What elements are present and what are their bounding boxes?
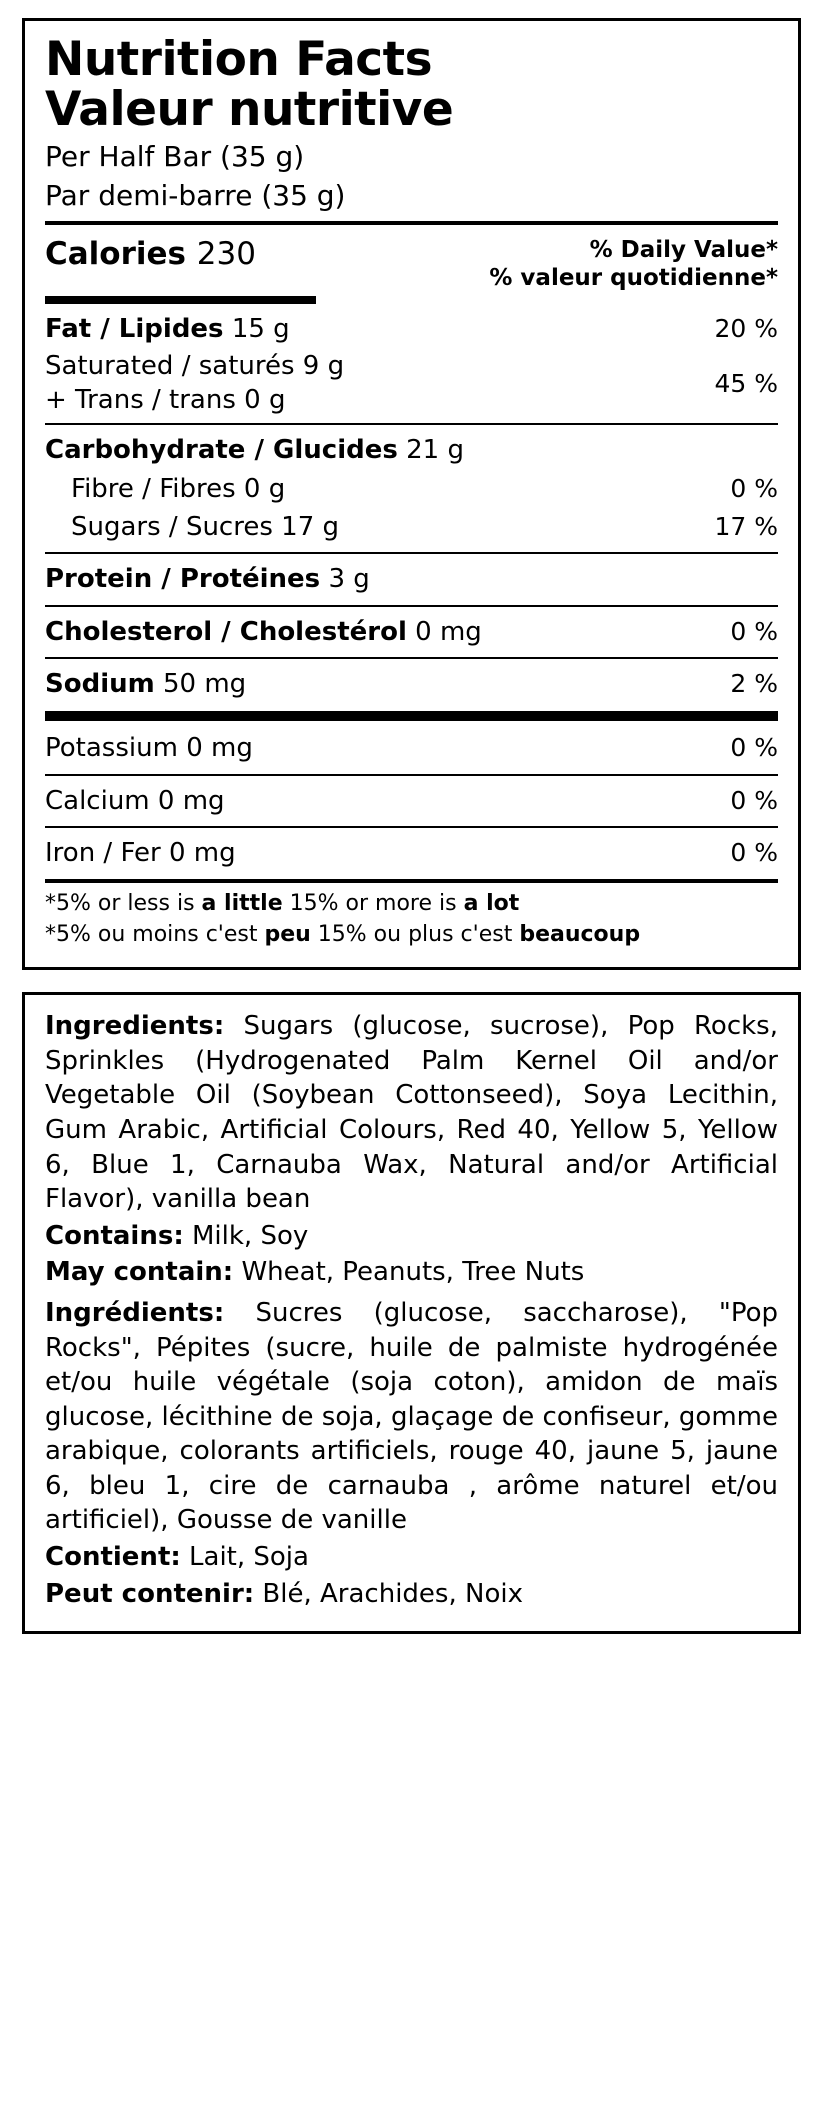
peut-contenir-fr: [45, 1577, 778, 1612]
contient-fr: [45, 1540, 778, 1575]
ingredients-fr: [45, 1296, 778, 1538]
may-contain-en: [45, 1255, 778, 1290]
nutrient-pct-cholesterol: 0 %: [730, 616, 778, 646]
footnote-en-part1: *5% or less is: [45, 891, 202, 917]
divider-calories-partial: [45, 296, 316, 304]
table-row-iron: [45, 834, 778, 872]
divider-after-cholesterol: [45, 657, 778, 659]
serving-size-en: Per Half Bar (35 g): [45, 139, 305, 173]
divider-after-potassium: [45, 774, 778, 776]
nutrient-name-iron: Iron / Fer: [45, 837, 161, 868]
footnote-en-bold2: a lot: [463, 891, 520, 917]
table-row-saturated: [45, 349, 704, 383]
daily-value-header-fr: % valeur quotidienne*: [489, 265, 778, 292]
nutrient-amount-fat: 15 g: [231, 314, 290, 345]
calories-label-value: [45, 232, 256, 272]
nutrient-name-trans: + Trans / trans: [45, 385, 236, 415]
nutrition-title-en: Nutrition Facts: [45, 32, 433, 87]
table-row-trans: [45, 383, 704, 417]
ingredients-fr-label: Ingrédients:: [45, 1297, 225, 1328]
divider-after-protein: [45, 605, 778, 607]
footnote-fr-part2: 15% ou plus c'est: [310, 921, 520, 947]
nutrient-pct-calcium: 0 %: [730, 785, 778, 815]
divider-after-carbohydrate: [45, 552, 778, 554]
nutrient-name-protein: Protein / Protéines: [45, 564, 321, 595]
nutrient-amount-potassium: 0 mg: [186, 733, 253, 764]
nutrient-amount-calcium: 0 mg: [157, 785, 225, 816]
table-row-calcium: [45, 782, 778, 820]
nutrient-amount-sugars: 17 g: [281, 511, 340, 542]
nutrient-name-saturated: Saturated / saturés: [45, 350, 295, 381]
peut-contenir-label: Peut contenir:: [45, 1578, 255, 1609]
nutrient-pct-saturated-trans: 45 %: [714, 368, 778, 398]
nutrient-pct-iron: 0 %: [730, 837, 778, 867]
nutrient-amount-trans: 0 g: [244, 385, 286, 415]
footnote-fr-part1: *5% ou moins c'est: [45, 921, 265, 947]
nutrient-pct-sodium: 2 %: [730, 668, 778, 698]
nutrient-pct-fat: 20 %: [714, 314, 778, 344]
footnote-fr-bold1: peu: [264, 921, 311, 947]
nutrient-amount-carbohydrate: 21 g: [406, 435, 464, 466]
table-row-sodium: [45, 665, 778, 703]
ingredients-en-text: Sugars (glucose, sucrose), Pop Rocks, Sprinkles (Hydrogenated Palm Kernel Oil and/or Vegetable Oil (Soybean Cottonseed), Soya Lecithin, Gum Arabic, Artificial Colours, Red 40, Yellow 5, Yellow 6, Blue 1, Carnauba Wax, Natural and/or Artificial Flavor), vanilla bean: [45, 1011, 778, 1215]
may-contain-text: Wheat, Peanuts, Tree Nuts: [233, 1257, 585, 1288]
footnote-en-bold1: a little: [201, 891, 283, 917]
ingredients-en-label: Ingredients:: [45, 1011, 225, 1042]
daily-value-header-en: % Daily Value*: [589, 237, 778, 264]
nutrient-name-potassium: Potassium: [45, 733, 178, 764]
calories-value: 230: [196, 236, 256, 273]
nutrient-name-carbohydrate: Carbohydrate / Glucides: [45, 435, 398, 466]
contains-text: Milk, Soy: [183, 1220, 309, 1251]
contains-en: [45, 1219, 778, 1254]
nutrient-name-cholesterol: Cholesterol / Cholestérol: [45, 616, 407, 647]
divider-after-serving: [45, 221, 778, 225]
nutrient-amount-sodium: 50 mg: [162, 668, 247, 699]
contains-label: Contains:: [45, 1220, 184, 1251]
nutrition-title-fr: Valeur nutritive: [45, 81, 454, 137]
table-row-cholesterol: [45, 613, 778, 651]
divider-before-footnote: [45, 879, 778, 883]
divider-after-fat: [45, 423, 778, 425]
calories-label: Calories: [45, 236, 186, 273]
calories-row: [45, 232, 778, 292]
nutrient-pct-potassium: 0 %: [730, 733, 778, 763]
ingredients-panel: [22, 992, 801, 1634]
peut-contenir-text: Blé, Arachides, Noix: [254, 1578, 523, 1609]
table-row-fibre: [45, 470, 778, 508]
fat-subrows-group: [45, 349, 778, 418]
ingredients-en: [45, 1009, 778, 1216]
footnote-en-part2: 15% or more is: [282, 891, 464, 917]
serving-size-fr: Par demi-barre (35 g): [45, 179, 346, 213]
nutrient-name-calcium: Calcium: [45, 785, 150, 816]
nutrition-facts-panel: [22, 18, 801, 970]
footnote-fr: [45, 921, 778, 950]
nutrient-amount-iron: 0 mg: [168, 837, 236, 868]
divider-thick-minerals: [45, 711, 778, 721]
table-row-carbohydrate: [45, 431, 778, 469]
ingredients-fr-text: Sucres (glucose, saccharose), "Pop Rocks", Pépites (sucre, huile de palmiste hydrogénée et/ou huile végétale (soja coton), amidon de maïs glucose, lécithine de soja, glaçage de confiseur, gomme arabique, colorants artificiels, rouge 40, jaune 5, jaune 6, bleu 1, cire de carnauba , arôme naturel et/ou artificiel), Gousse de vanille: [45, 1297, 778, 1536]
nutrient-amount-cholesterol: 0 mg: [415, 616, 482, 647]
table-row-fat: [45, 310, 778, 348]
divider-after-calcium: [45, 826, 778, 828]
contient-text: Lait, Soja: [180, 1541, 309, 1572]
nutrient-amount-saturated: 9 g: [302, 350, 345, 381]
nutrient-amount-protein: 3 g: [328, 564, 370, 595]
nutrient-name-fat: Fat / Lipides: [45, 314, 224, 345]
footnote-en: [45, 890, 778, 919]
contient-label: Contient:: [45, 1541, 181, 1572]
daily-value-header: [489, 232, 778, 292]
table-row-potassium: [45, 729, 778, 767]
nutrient-name-sodium: Sodium: [45, 668, 155, 699]
table-row-sugars: [45, 508, 778, 546]
nutrient-pct-fibre: 0 %: [730, 473, 778, 503]
nutrient-amount-fibre: 0 g: [243, 473, 286, 504]
nutrient-name-fibre: Fibre / Fibres: [71, 473, 236, 504]
may-contain-label: May contain:: [45, 1257, 234, 1288]
footnote-fr-bold2: beaucoup: [519, 921, 641, 947]
table-row-protein: [45, 560, 778, 598]
nutrient-name-sugars: Sugars / Sucres: [71, 511, 273, 542]
nutrient-pct-sugars: 17 %: [714, 511, 778, 541]
